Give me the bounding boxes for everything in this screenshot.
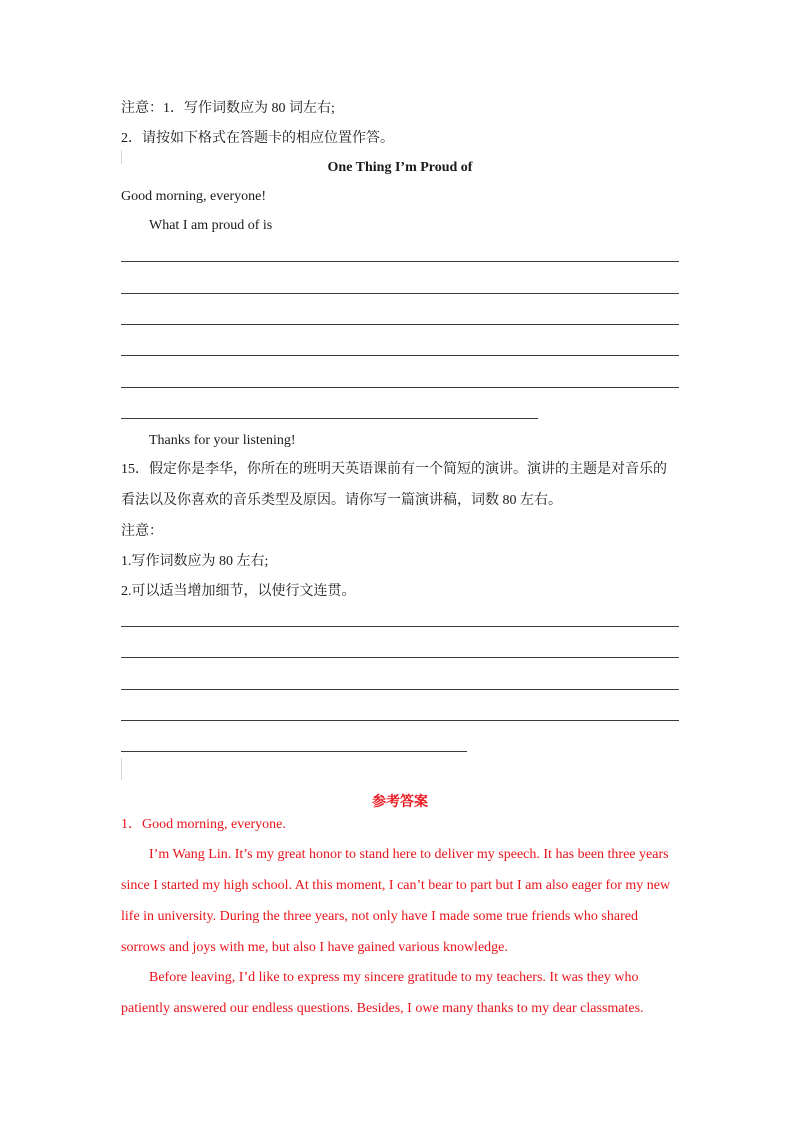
answer-line: sorrows and joys with me, but also I have gained various knowledge.	[121, 940, 508, 955]
writing-line	[121, 689, 679, 690]
writing-line	[121, 355, 679, 356]
task14-note-1: 注意：1．写作词数应为 80 词左右;	[121, 101, 335, 116]
writing-line	[121, 387, 679, 388]
essay-title: One Thing I’m Proud of	[327, 160, 473, 175]
essay-closing: Thanks for your listening!	[149, 433, 296, 448]
task15-prompt-line-1: 15．假定你是李华，你所在的班明天英语课前有一个简短的演讲。演讲的主题是对音乐的	[121, 462, 667, 477]
answer-line: patiently answered our endless questions. Besides, I owe many thanks to my dear classmates.	[121, 1001, 644, 1016]
answer-line: Before leaving, I’d like to express my sincere gratitude to my teachers. It was they who	[149, 970, 639, 985]
answers-heading: 参考答案	[372, 795, 428, 810]
writing-line-short	[121, 418, 538, 419]
answer-line: 1．Good morning, everyone.	[121, 817, 286, 832]
answer-line: life in university. During the three years, not only have I made some true friends who shared	[121, 909, 638, 924]
essay-opening: What I am proud of is	[149, 218, 273, 233]
writing-line	[121, 293, 679, 294]
essay-greeting: Good morning, everyone!	[121, 189, 267, 204]
writing-line	[121, 626, 679, 627]
margin-mark	[121, 758, 122, 780]
writing-line-short	[121, 751, 467, 752]
task14-note-2: 2．请按如下格式在答题卡的相应位置作答。	[121, 131, 394, 146]
answer-line: since I started my high school. At this moment, I can’t bear to part but I am also eager for my new	[121, 878, 671, 893]
task15-note-heading: 注意：	[121, 524, 163, 539]
writing-line	[121, 657, 679, 658]
task15-note-1: 1.写作词数应为 80 左右;	[121, 554, 269, 569]
writing-line	[121, 261, 679, 262]
writing-line	[121, 324, 679, 325]
task15-prompt-line-2: 看法以及你喜欢的音乐类型及原因。请你写一篇演讲稿，词数 80 左右。	[121, 493, 562, 508]
writing-line	[121, 720, 679, 721]
task15-note-2: 2.可以适当增加细节，以使行文连贯。	[121, 584, 356, 599]
answer-line: I’m Wang Lin. It’s my great honor to stand here to deliver my speech. It has been three years	[149, 847, 669, 862]
